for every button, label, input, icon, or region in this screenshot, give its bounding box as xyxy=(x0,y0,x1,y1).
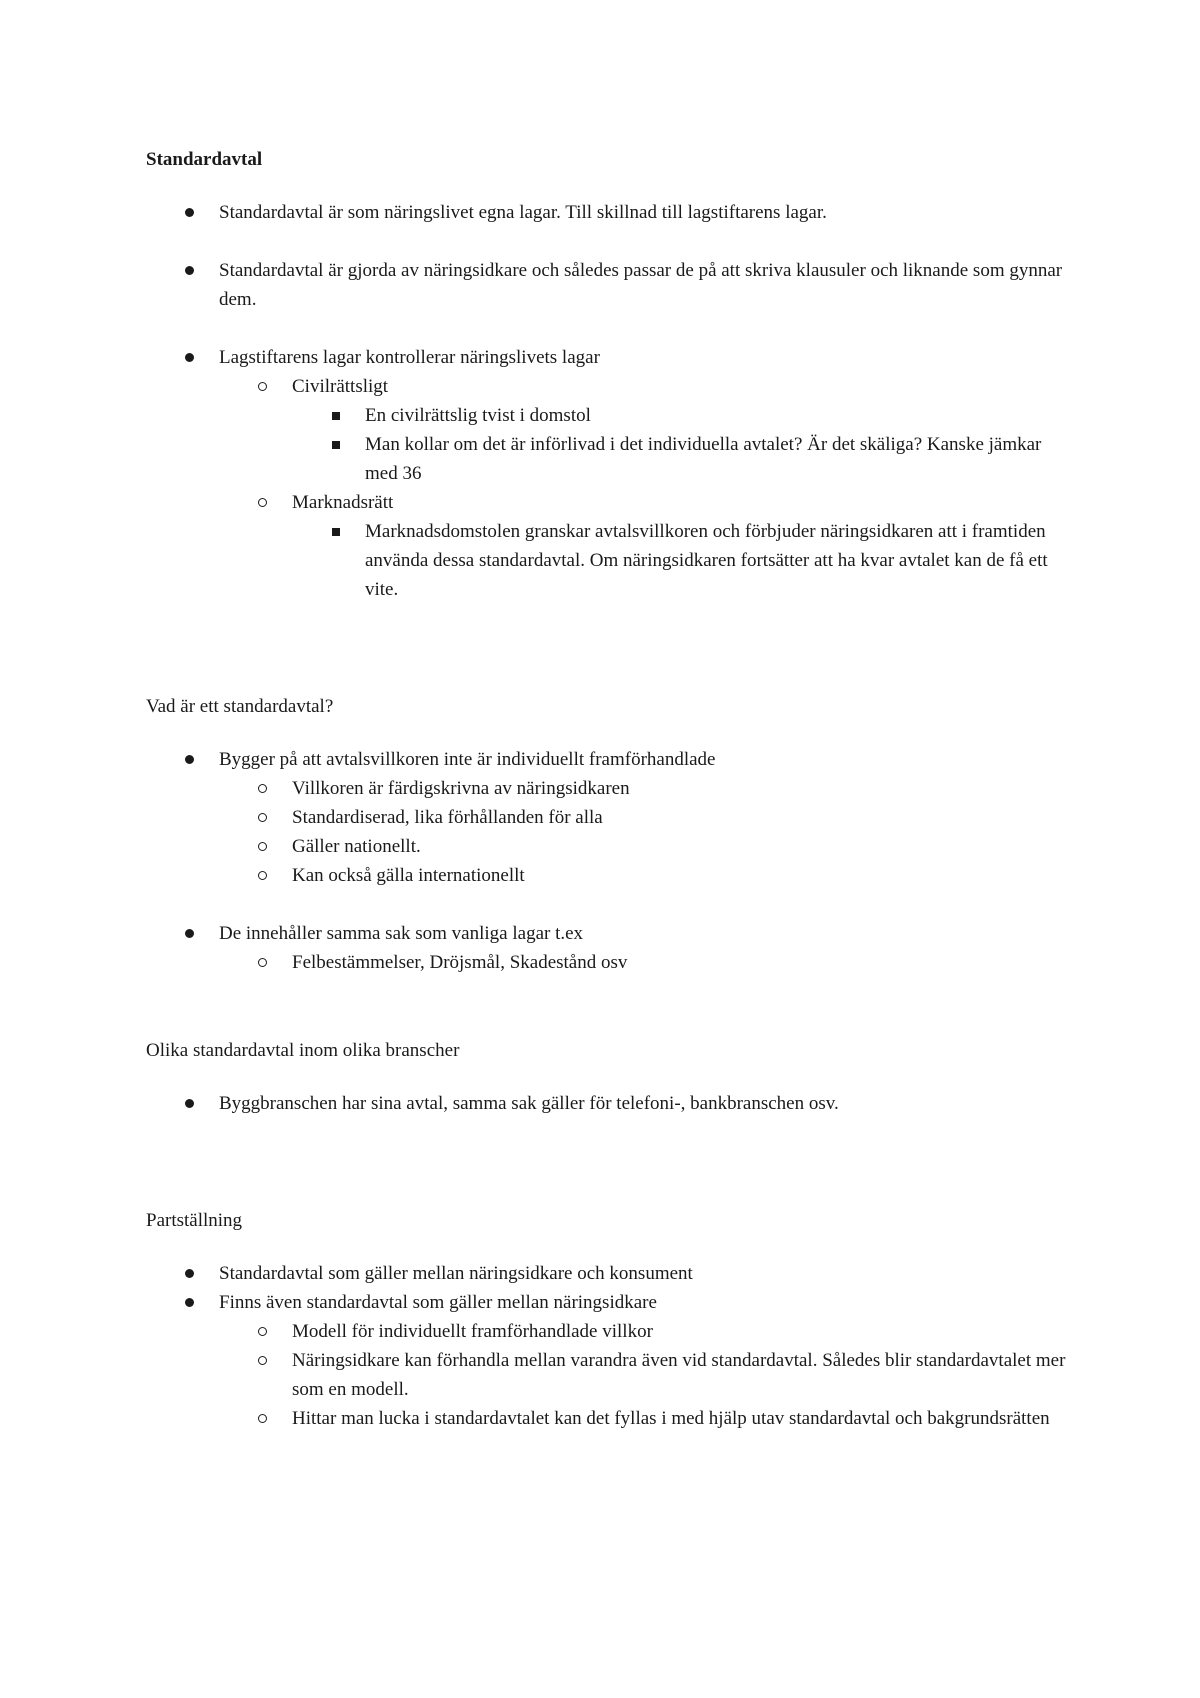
list-item xyxy=(146,256,1066,314)
list-item-text: Standardavtal som gäller mellan näringsidkare och konsument xyxy=(219,1263,693,1284)
list-item xyxy=(146,343,1066,604)
sub-sub-list-item xyxy=(292,517,1066,604)
spacer xyxy=(146,1118,1066,1206)
list-item xyxy=(146,198,1066,227)
sub-sub-list-item-text: En civilrättslig tvist i domstol xyxy=(365,405,591,426)
sub-list-item xyxy=(219,1317,1066,1346)
sub-list-item-text: Gäller nationellt. xyxy=(292,836,421,857)
list-item-text: De innehåller samma sak som vanliga lagar t.ex xyxy=(219,923,584,944)
list-item xyxy=(146,1089,1066,1118)
bullet-list xyxy=(146,198,1066,604)
list-item-text: Byggbranschen har sina avtal, samma sak gäller för telefoni-, bankbranschen osv. xyxy=(219,1093,839,1114)
list-item xyxy=(146,745,1066,890)
bullet-list xyxy=(146,1259,1066,1433)
section-heading: Vad är ett standardavtal? xyxy=(146,696,334,717)
sub-sub-list xyxy=(292,517,1066,604)
list-item-text: Standardavtal är som näringslivet egna lagar. Till skillnad till lagstiftarens lagar. xyxy=(219,202,827,223)
sub-list-item xyxy=(219,372,1066,488)
sub-list-item-text: Standardiserad, lika förhållanden för alla xyxy=(292,807,603,828)
sub-sub-list xyxy=(292,401,1066,488)
spacer xyxy=(146,977,1066,1036)
sub-list-item-text: Villkoren är färdigskrivna av näringsidkaren xyxy=(292,778,630,799)
sub-list-item xyxy=(219,803,1066,832)
sub-list-item-text: Felbestämmelser, Dröjsmål, Skadestånd osv xyxy=(292,952,628,973)
list-item-text: Lagstiftarens lagar kontrollerar näringslivets lagar xyxy=(219,347,600,368)
bullet-list xyxy=(146,1089,1066,1118)
sub-list-item xyxy=(219,861,1066,890)
sub-sub-list-item xyxy=(292,430,1066,488)
section-heading: Partställning xyxy=(146,1210,243,1231)
list-item-text: Finns även standardavtal som gäller mellan näringsidkare xyxy=(219,1292,657,1313)
spacer xyxy=(146,604,1066,692)
sub-sub-list-item xyxy=(292,401,1066,430)
sub-list xyxy=(219,1317,1066,1433)
bullet-list xyxy=(146,745,1066,977)
sub-list-item-text: Marknadsrätt xyxy=(292,492,394,513)
sub-sub-list-item-text: Man kollar om det är införlivad i det individuella avtalet? Är det skäliga? Kanske jämkar med 36 xyxy=(365,434,1042,484)
sub-list-item xyxy=(219,948,1066,977)
section-heading: Olika standardavtal inom olika branscher xyxy=(146,1040,460,1061)
sub-list-item xyxy=(219,488,1066,604)
sub-sub-list-item-text: Marknadsdomstolen granskar avtalsvillkoren och förbjuder näringsidkaren att i framtiden använda dessa standardavtal. Om näringsidkaren fortsätter att ha kvar avtalet kan de få ett vite. xyxy=(365,521,1048,600)
list-item-text: Standardavtal är gjorda av näringsidkare och således passar de på att skriva klausuler och liknande som gynnar dem. xyxy=(219,260,1063,310)
sub-list xyxy=(219,948,1066,977)
sub-list-item xyxy=(219,1404,1066,1433)
list-item xyxy=(146,919,1066,977)
document-page xyxy=(146,145,1066,1433)
sub-list-item xyxy=(219,832,1066,861)
sub-list-item-text: Modell för individuellt framförhandlade villkor xyxy=(292,1321,653,1342)
sub-list-item-text: Kan också gälla internationellt xyxy=(292,865,525,886)
sub-list-item xyxy=(219,774,1066,803)
sub-list-item-text: Civilrättsligt xyxy=(292,376,389,397)
sub-list-item-text: Näringsidkare kan förhandla mellan varandra även vid standardavtal. Således blir standardavtalet mer som en modell. xyxy=(292,1350,1066,1400)
sub-list xyxy=(219,774,1066,890)
sub-list-item xyxy=(219,1346,1066,1404)
list-item xyxy=(146,1288,1066,1433)
list-item-text: Bygger på att avtalsvillkoren inte är individuellt framförhandlade xyxy=(219,749,716,770)
sub-list xyxy=(219,372,1066,604)
sub-list-item-text: Hittar man lucka i standardavtalet kan det fyllas i med hjälp utav standardavtal och bakgrundsrätten xyxy=(292,1408,1050,1429)
document-title: Standardavtal xyxy=(146,149,263,170)
list-item xyxy=(146,1259,1066,1288)
